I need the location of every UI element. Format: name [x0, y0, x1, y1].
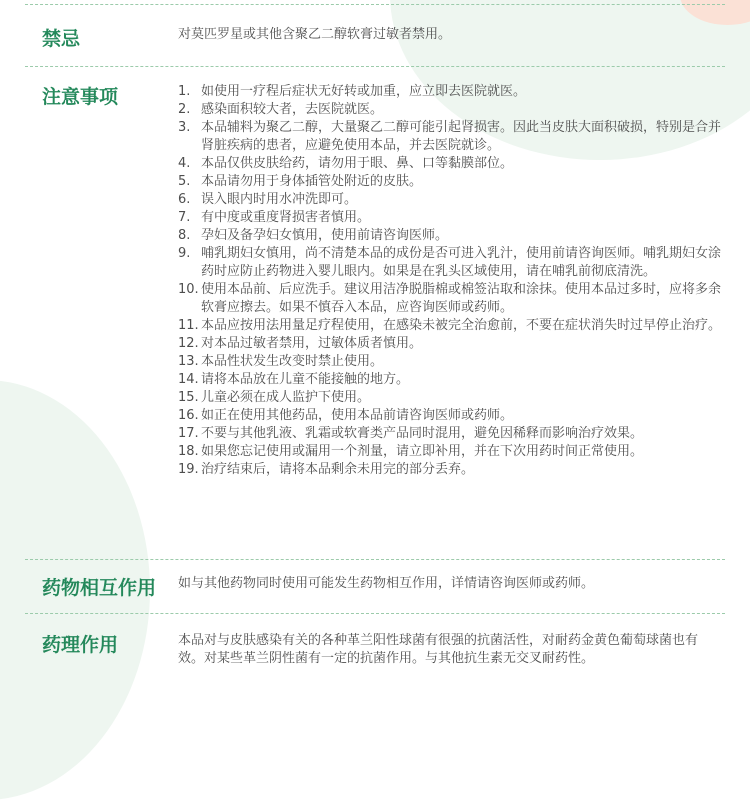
precaution-item: [178, 191, 723, 209]
precaution-item: [178, 443, 723, 461]
precautions-heading: 注意事项: [42, 86, 119, 108]
section-divider: [25, 66, 725, 67]
precaution-item: [178, 407, 723, 425]
precaution-text: 请将本品放在儿童不能接触的地方。: [201, 372, 410, 387]
precaution-item: [178, 83, 723, 101]
precaution-number: 14.: [178, 372, 199, 387]
precaution-item: [178, 209, 723, 227]
contraindications-text: 对莫匹罗星或其他含聚乙二醇软膏过敏者禁用。: [178, 27, 452, 42]
interactions-heading: 药物相互作用: [42, 577, 157, 599]
contraindications-heading: 禁忌: [42, 28, 81, 50]
interactions-text: 如与其他药物同时使用可能发生药物相互作用，详情请咨询医师或药师。: [178, 576, 595, 591]
precaution-text: 如使用一疗程后症状无好转或加重，应立即去医院就医。: [201, 84, 527, 99]
precaution-number: 15.: [178, 390, 199, 405]
precaution-text: 误入眼内时用水冲洗即可。: [201, 192, 358, 207]
precaution-number: 16.: [178, 408, 199, 423]
pharmacology-text: 本品对与皮肤感染有关的各种革兰阳性球菌有很强的抗菌活性，对耐药金黄色葡萄球菌也有效。对某些革兰阴性菌有一定的抗菌作用。与其他抗生素无交叉耐药性。: [178, 633, 699, 666]
precaution-text: 儿童必须在成人监护下使用。: [201, 390, 371, 405]
pharmacology-heading: 药理作用: [42, 634, 119, 656]
precaution-number: 12.: [178, 336, 199, 351]
precaution-number: 9.: [178, 246, 191, 261]
precaution-number: 18.: [178, 444, 199, 459]
precaution-number: 17.: [178, 426, 199, 441]
precaution-number: 4.: [178, 156, 191, 171]
precaution-number: 10.: [178, 282, 199, 297]
precaution-text: 本品应按用法用量足疗程使用，在感染未被完全治愈前，不要在症状消失时过早停止治疗。: [201, 318, 722, 333]
precaution-number: 8.: [178, 228, 191, 243]
precaution-number: 11.: [178, 318, 199, 333]
precaution-number: 19.: [178, 462, 199, 477]
precaution-item: [178, 245, 723, 281]
precaution-item: [178, 371, 723, 389]
precaution-text: 哺乳期妇女慎用，尚不清楚本品的成份是否可进入乳汁，使用前请咨询医师。哺乳期妇女涂药时应防止药物进入婴儿眼内。如果是在乳头区域使用，请在哺乳前彻底清洗。: [201, 246, 722, 279]
precaution-text: 孕妇及备孕妇女慎用，使用前请咨询医师。: [201, 228, 449, 243]
precaution-item: [178, 173, 723, 191]
precaution-item: [178, 227, 723, 245]
precaution-item: [178, 425, 723, 443]
precaution-number: 7.: [178, 210, 191, 225]
precaution-text: 对本品过敏者禁用，过敏体质者慎用。: [201, 336, 423, 351]
precaution-text: 有中度或重度肾损害者慎用。: [201, 210, 371, 225]
precaution-item: [178, 461, 723, 479]
precaution-number: 6.: [178, 192, 191, 207]
precaution-text: 如正在使用其他药品，使用本品前请咨询医师或药师。: [201, 408, 514, 423]
precaution-item: [178, 101, 723, 119]
precaution-number: 2.: [178, 102, 191, 117]
precautions-list: [178, 83, 723, 479]
precaution-text: 治疗结束后，请将本品剩余未用完的部分丢弃。: [201, 462, 475, 477]
section-divider: [25, 4, 725, 5]
precaution-item: [178, 335, 723, 353]
precaution-text: 本品辅料为聚乙二醇，大量聚乙二醇可能引起肾损害。因此当皮肤大面积破损，特别是合并肾脏疾病的患者，应避免使用本品，并去医院就诊。: [201, 120, 722, 153]
precaution-item: [178, 155, 723, 173]
precaution-number: 3.: [178, 120, 191, 135]
precaution-item: [178, 281, 723, 317]
precaution-text: 本品请勿用于身体插管处附近的皮肤。: [201, 174, 423, 189]
precaution-text: 本品性状发生改变时禁止使用。: [201, 354, 384, 369]
precaution-item: [178, 353, 723, 371]
precaution-number: 13.: [178, 354, 199, 369]
precaution-number: 1.: [178, 84, 191, 99]
precaution-text: 如果您忘记使用或漏用一个剂量，请立即补用，并在下次用药时间正常使用。: [201, 444, 644, 459]
precaution-item: [178, 317, 723, 335]
precaution-text: 使用本品前、后应洗手。建议用洁净脱脂棉或棉签沾取和涂抹。使用本品过多时，应将多余软膏应擦去。如果不慎吞入本品，应咨询医师或药师。: [201, 282, 722, 315]
precaution-item: [178, 119, 723, 155]
section-divider: [25, 559, 725, 560]
precaution-text: 本品仅供皮肤给药，请勿用于眼、鼻、口等黏膜部位。: [201, 156, 514, 171]
precaution-number: 5.: [178, 174, 191, 189]
precaution-text: 不要与其他乳液、乳霜或软膏类产品同时混用，避免因稀释而影响治疗效果。: [201, 426, 644, 441]
precaution-item: [178, 389, 723, 407]
precaution-text: 感染面积较大者，去医院就医。: [201, 102, 384, 117]
section-divider: [25, 613, 725, 614]
